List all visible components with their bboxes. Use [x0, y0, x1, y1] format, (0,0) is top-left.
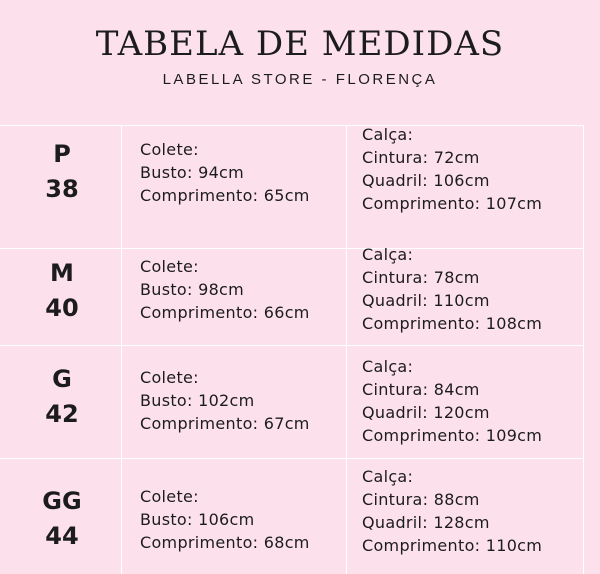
- calca-heading: Calça:: [362, 245, 414, 264]
- calca-measurements: [362, 123, 542, 215]
- column-divider-right: [583, 125, 584, 574]
- calca-cintura: Cintura: 88cm: [362, 490, 480, 509]
- size-label: M: [50, 259, 74, 287]
- colete-comprimento: Comprimento: 67cm: [140, 414, 310, 433]
- size-label: G: [52, 365, 72, 393]
- size-label: GG: [42, 487, 82, 515]
- page-title: TABELA DE MEDIDAS: [95, 24, 505, 64]
- calca-comprimento: Comprimento: 109cm: [362, 426, 543, 445]
- calca-measurements: [362, 355, 542, 447]
- calca-cintura: Cintura: 78cm: [362, 268, 480, 287]
- row-divider-2: [0, 345, 584, 346]
- calca-cintura: Cintura: 72cm: [362, 148, 480, 167]
- calca-heading: Calça:: [362, 125, 414, 144]
- size-cell: [0, 137, 124, 207]
- size-label: P: [53, 140, 71, 168]
- calca-quadril: Quadril: 120cm: [362, 403, 490, 422]
- colete-busto: Busto: 98cm: [140, 280, 245, 299]
- calca-heading: Calça:: [362, 467, 414, 486]
- colete-heading: Colete:: [140, 487, 199, 506]
- colete-busto: Busto: 106cm: [140, 510, 255, 529]
- calca-measurements: [362, 243, 542, 335]
- calca-comprimento: Comprimento: 110cm: [362, 536, 543, 555]
- row-divider-3: [0, 458, 584, 459]
- calca-cintura: Cintura: 84cm: [362, 380, 480, 399]
- size-number: 44: [45, 522, 79, 550]
- colete-measurements: [140, 138, 310, 207]
- colete-heading: Colete:: [140, 368, 199, 387]
- size-number: 40: [45, 294, 79, 322]
- page-subtitle: LABELLA STORE - FLORENÇA: [162, 71, 438, 88]
- colete-comprimento: Comprimento: 68cm: [140, 533, 310, 552]
- colete-busto: Busto: 94cm: [140, 163, 245, 182]
- size-cell: [0, 484, 124, 554]
- calca-heading: Calça:: [362, 357, 414, 376]
- size-cell: [0, 256, 124, 326]
- colete-heading: Colete:: [140, 257, 199, 276]
- colete-busto: Busto: 102cm: [140, 391, 255, 410]
- calca-comprimento: Comprimento: 107cm: [362, 194, 543, 213]
- calca-quadril: Quadril: 128cm: [362, 513, 490, 532]
- column-divider-2: [346, 125, 347, 574]
- size-cell: [0, 362, 124, 432]
- size-number: 42: [45, 400, 79, 428]
- calca-measurements: [362, 465, 542, 557]
- colete-measurements: [140, 485, 310, 554]
- colete-measurements: [140, 366, 310, 435]
- calca-quadril: Quadril: 106cm: [362, 171, 490, 190]
- calca-quadril: Quadril: 110cm: [362, 291, 490, 310]
- colete-comprimento: Comprimento: 66cm: [140, 303, 310, 322]
- calca-comprimento: Comprimento: 108cm: [362, 314, 543, 333]
- colete-heading: Colete:: [140, 140, 199, 159]
- colete-measurements: [140, 255, 310, 324]
- colete-comprimento: Comprimento: 65cm: [140, 186, 310, 205]
- size-number: 38: [45, 175, 79, 203]
